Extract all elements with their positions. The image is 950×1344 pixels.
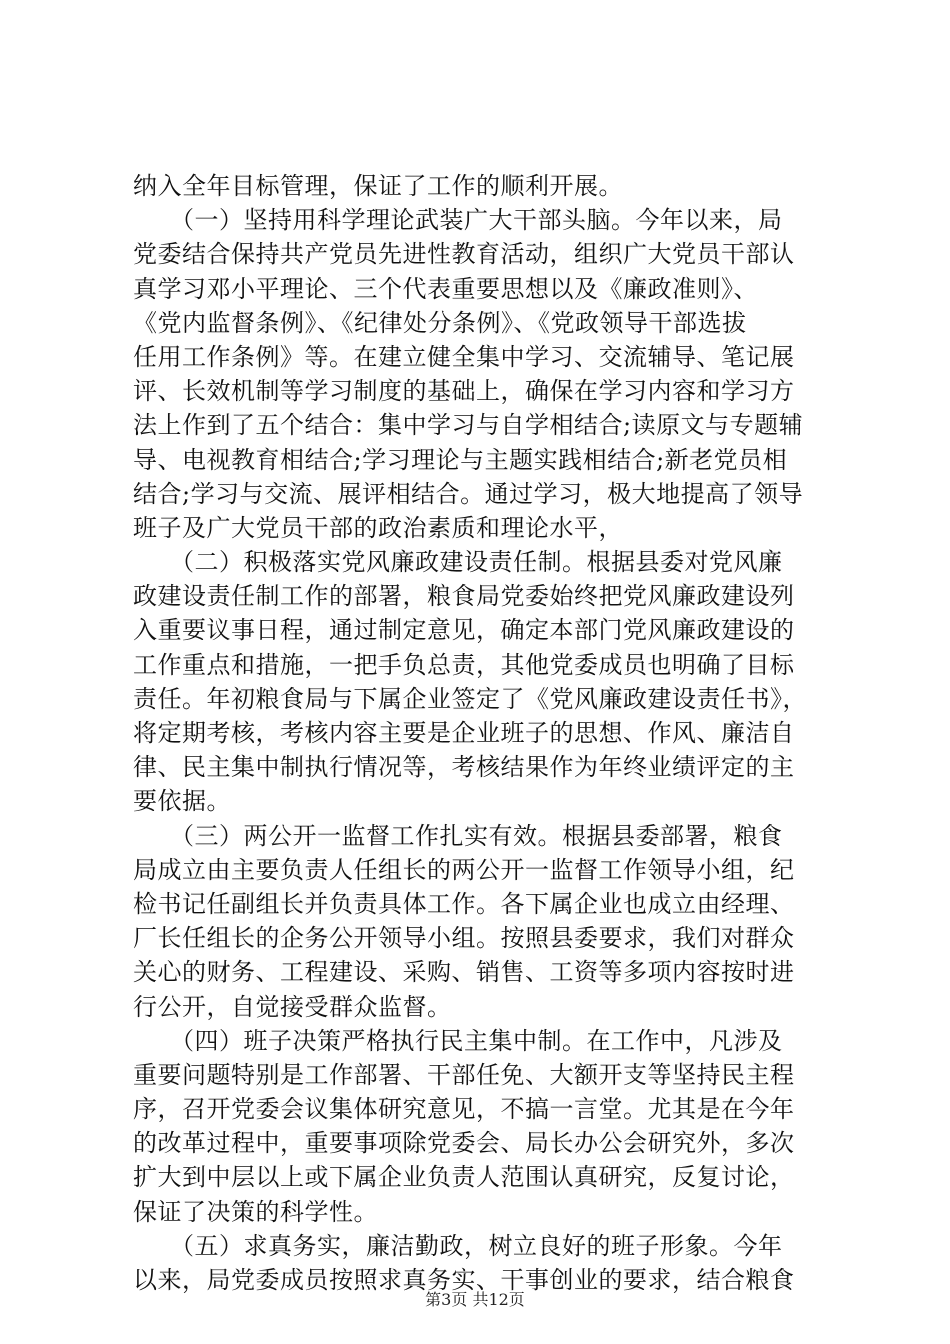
text-line: 将定期考核，考核内容主要是企业班子的思想、作风、廉洁自 [133,719,795,747]
text-line: （一）坚持用科学理论武装广大干部头脑。今年以来，局 [133,206,783,235]
text-line: （五）求真务实，廉洁勤政，树立良好的班子形象。今年 [133,1231,783,1260]
text-line: 政建设责任制工作的部署，粮食局党委始终把党风廉政建设列 [133,582,795,611]
page-number-footer: 第3页 共12页 [425,1290,525,1309]
text-line: 的改革过程中，重要事项除党委会、局长办公会研究外，多次 [133,1129,795,1158]
text-line: 扩大到中层以上或下属企业负责人范围认真研究，反复讨论， [133,1163,795,1192]
text-line: 行公开，自觉接受群众监督。 [133,992,452,1021]
text-line: 要依据。 [133,787,231,816]
text-line: 班子及广大党员干部的政治素质和理论水平， [133,513,623,542]
text-line: 重要问题特别是工作部署、干部任免、大额开支等坚持民主程 [133,1060,795,1089]
text-line: 检书记任副组长并负责具体工作。各下属企业也成立由经理、 [133,889,795,918]
text-line: 律、民主集中制执行情况等，考核结果作为年终业绩评定的主 [133,753,795,782]
document-body [133,169,833,1297]
text-line: 以来，局党委成员按照求真务实、干事创业的要求，结合粮食 [133,1266,795,1294]
text-line: 真学习邓小平理论、三个代表重要思想以及《廉政准则》、 [133,274,758,303]
text-line: 结合;学习与交流、展评相结合。通过学习，极大地提高了领导 [133,479,804,508]
text-line: 关心的财务、工程建设、采购、销售、工资等多项内容按时进 [133,958,795,987]
text-line: 厂长任组长的企务公开领导小组。按照县委要求，我们对群众 [133,924,795,953]
text-line: 纳入全年目标管理，保证了工作的顺利开展。 [133,172,623,200]
text-line: 责任。年初粮食局与下属企业签定了《党风廉政建设责任书》， [133,684,807,713]
text-line: 党委结合保持共产党员先进性教育活动，组织广大党员干部认 [133,240,795,269]
text-line: 保证了决策的科学性。 [133,1197,378,1226]
text-line: 任用工作条例》等。在建立健全集中学习、交流辅导、笔记展 [133,342,795,371]
text-line: 评、长效机制等学习制度的基础上，确保在学习内容和学习方 [133,377,795,406]
text-line: （四）班子决策严格执行民主集中制。在工作中，凡涉及 [133,1026,783,1055]
text-line: 入重要议事日程，通过制定意见，确定本部门党风廉政建设的 [133,616,795,645]
text-line: 《党内监督条例》、《纪律处分条例》、《党政领导干部选拔 [133,308,747,337]
text-line: 工作重点和措施，一把手负总责，其他党委成员也明确了目标 [133,650,795,679]
text-line: （二）积极落实党风廉政建设责任制。根据县委对党风廉 [133,548,783,577]
text-line: 法上作到了五个结合：集中学习与自学相结合;读原文与专题辅 [133,411,804,440]
text-line: （三）两公开一监督工作扎实有效。根据县委部署，粮食 [133,821,783,850]
text-line: 局成立由主要负责人任组长的两公开一监督工作领导小组，纪 [133,855,795,884]
text-line: 序，召开党委会议集体研究意见，不搞一言堂。尤其是在今年 [133,1095,795,1124]
text-line: 导、电视教育相结合;学习理论与主题实践相结合;新老党员相 [133,445,788,474]
